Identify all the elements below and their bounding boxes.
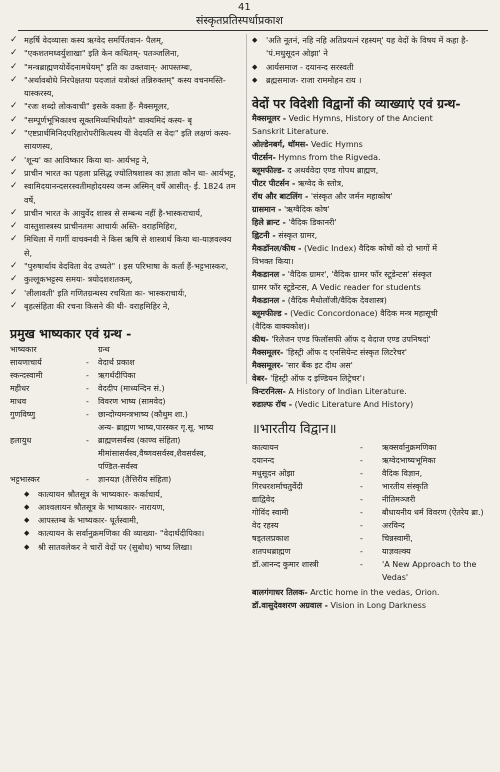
note-item xyxy=(10,541,240,554)
checkmark-icon: ✓ xyxy=(10,48,18,59)
left-column xyxy=(10,34,240,554)
scholar-name: कीथ- xyxy=(252,335,269,345)
author-cell: हलायुध xyxy=(10,435,32,445)
scholar-name: शतपथब्राह्मण xyxy=(252,546,291,556)
scholar-work: 'A New Approach to the xyxy=(382,559,477,569)
table-row xyxy=(252,268,492,281)
scholar-name: गोविंद स्वामी xyxy=(252,507,289,517)
list-item xyxy=(10,300,240,313)
scholar-work: अरविन्द xyxy=(382,520,405,530)
list-item-text: प्राचीन भारत के आयुर्वेद शास्त्र से सम्बन्ध नहीं है-भास्कराचार्य, xyxy=(24,207,203,218)
scholar-name: ह्विटनी - xyxy=(252,231,276,241)
scholar-name: रॉथ और बाटलिंग - xyxy=(252,192,309,202)
table-row xyxy=(252,558,492,571)
entry-cell xyxy=(252,320,492,333)
note-text: आपस्तम्ब के भाष्यकार- धूर्तस्वामी, xyxy=(38,515,139,526)
table-row xyxy=(10,382,240,395)
list-item xyxy=(10,180,240,207)
table-row xyxy=(10,408,240,421)
scholar-work: (वैदिक मैथोलॉजी/वैदिक देवशास्त्र) xyxy=(287,296,387,306)
scholar-work: 'वैदिक डिकानरी' xyxy=(288,218,337,228)
table-row xyxy=(252,242,492,255)
dash: - xyxy=(360,559,363,569)
author-cell: माधव xyxy=(10,396,27,406)
table-row xyxy=(252,229,492,242)
table-row xyxy=(10,460,240,473)
scholar-name: हिले ब्रान्ट - xyxy=(252,218,286,228)
list-item xyxy=(10,61,240,74)
list-item xyxy=(252,74,492,87)
dash: - xyxy=(360,468,363,478)
dash xyxy=(360,571,382,584)
entry-cell xyxy=(252,216,492,229)
dash xyxy=(86,447,98,460)
checkmark-icon: ✓ xyxy=(10,221,18,232)
list-item xyxy=(10,287,240,300)
list-item-text: "सम्पूर्णभूभिकाश्च सूक्तमिव्यभिधीयते" वाक्यमिदं कस्य- बृ xyxy=(24,114,193,125)
scholar-name: ओल्डेनबर्ग, थॉमस- xyxy=(252,140,309,150)
checkmark-icon: ✓ xyxy=(10,35,18,45)
entry-cell xyxy=(252,190,492,203)
table-row xyxy=(252,151,492,164)
work-cell: मीमांसासर्वस्व,वैष्णवसर्वस्व,शैवसर्वस्व, xyxy=(98,448,207,458)
commentators-table xyxy=(10,343,240,486)
entry-cell xyxy=(252,138,492,151)
checkmark-icon: ✓ xyxy=(10,101,18,112)
table-row xyxy=(252,346,492,359)
dash xyxy=(86,421,98,434)
work-cell: ज्ञानयज्ञ (तैत्तिरीय संहिता) xyxy=(98,474,172,484)
entry-cell xyxy=(252,229,492,242)
table-row xyxy=(252,125,492,138)
table-row xyxy=(10,356,240,369)
list-item xyxy=(10,273,240,286)
checkmark-icon: ✓ xyxy=(10,61,18,72)
note-item xyxy=(10,527,240,540)
bullet-icon: ◆ xyxy=(24,529,30,538)
work-cell: वेददीप (माध्यन्दिन सं.) xyxy=(98,383,165,393)
scholar-work: (वैदिक वाक्यकोश)। xyxy=(252,322,310,332)
scholar-work: 'संस्कृत और जर्मन महाकोष' xyxy=(310,192,393,202)
list-item-text: "एकशतमध्वर्युशाखा" इति केन कथितम्- पतञ्जलिना, xyxy=(24,48,180,59)
scholar-name: मैक्समूलर - xyxy=(252,114,287,124)
scholar-work: नीतिमञ्जरी xyxy=(382,494,416,504)
scholar-work: भारतीय संस्कृति xyxy=(382,481,429,491)
note-text: कात्यायन श्रौतसूत्र के भाष्यकार- कर्काचार्य, xyxy=(38,488,163,499)
entry-cell xyxy=(252,385,492,398)
scholar-work: बौधायनीय धर्म विवरण (ऐतरेय ब्रा.) xyxy=(382,507,484,517)
list-item xyxy=(10,34,240,47)
list-item-text: प्राचीन भारत का पहला प्रसिद्ध ज्योतिषशास्त्र का ज्ञाता कौन था- आर्यभट्ट, xyxy=(24,167,236,178)
table-row xyxy=(252,203,492,216)
scholar-work: 'ऋग्वैदिक कोष' xyxy=(283,205,330,215)
table-row xyxy=(252,320,492,333)
scholar-name: षड्तलप्रकाश xyxy=(252,533,290,543)
scholar-work: (Vedic Concordonace) वैदिक मन्त्र महासूची xyxy=(290,309,438,319)
list-item-text: स्वामिदयानन्दसरस्वतीमहोदयस्य जन्म अस्मिन् वर्षे आसीत्- ई. 1824 तम वर्षे, xyxy=(24,181,236,205)
dash: - xyxy=(86,357,89,367)
bullet-icon: ◆ xyxy=(24,489,30,498)
entry-cell xyxy=(252,125,492,138)
author-cell: सायणाचार्य xyxy=(10,357,42,367)
scholar-work: (Vedic Literature And History) xyxy=(294,400,414,410)
table-row xyxy=(252,177,492,190)
checkmark-icon: ✓ xyxy=(10,128,18,139)
entry-cell xyxy=(252,333,492,346)
scholar-name: ब्लूमफील्ड- xyxy=(252,166,285,176)
table-row xyxy=(252,372,492,385)
scholar-work: (Vedic Index) वैदिक कोषों को दो भागों में xyxy=(304,244,438,254)
scholar-work: Hymns from the Rigveda. xyxy=(278,153,381,163)
dash: - xyxy=(360,481,363,491)
scholar-name: डॉ.आनन्द कुमार शास्त्री xyxy=(252,559,319,569)
scholar-name: मैकडानल - xyxy=(252,296,286,306)
scholar-name: मैक्समूलर- xyxy=(252,348,284,358)
scholar-work: Vedic Hymns, History of the Ancient xyxy=(288,114,433,124)
scholar-work: ऋग्वेदभाष्यभूमिका xyxy=(382,455,436,465)
table-row xyxy=(252,398,492,411)
dash: - xyxy=(360,442,363,452)
entry-cell xyxy=(252,112,492,125)
list-item-text: आर्यसमाज - दयानन्द सरस्वती xyxy=(266,61,354,72)
checkmark-icon: ✓ xyxy=(10,300,18,311)
entry-cell xyxy=(252,599,492,612)
list-item-text: बृहत्संहिता की रचना किसने की थी- वराहमिहिर ने, xyxy=(24,300,170,311)
table-row xyxy=(10,434,240,447)
list-item-text: "रजः शब्दो लोकवाची" इसके वक्ता हैं- मैक्समूलर, xyxy=(24,101,170,112)
author-cell xyxy=(10,447,86,460)
list-item-text: ब्रह्मसमाज- राजा राममोहन राय । xyxy=(266,74,362,85)
scholar-work: विभक्त किया। xyxy=(252,257,294,267)
table-row xyxy=(252,467,492,480)
scholar-name: दयानन्द xyxy=(252,455,275,465)
dash: - xyxy=(360,455,363,465)
entry-cell xyxy=(252,359,492,372)
bullet-icon: ◆ xyxy=(252,62,258,71)
table-row xyxy=(252,545,492,558)
entry-cell xyxy=(252,268,492,281)
checkmark-icon: ✓ xyxy=(10,274,18,285)
list-item-text: "मन्त्रब्राह्मणयोर्वेदनामधेयम्" इति कः उक्तवान्- आपस्तम्बः, xyxy=(24,61,193,72)
table-row xyxy=(252,454,492,467)
scholar-work: Vedic Hymns xyxy=(311,140,363,150)
entry-cell xyxy=(252,586,492,599)
list-item xyxy=(10,233,240,260)
table-row xyxy=(252,138,492,151)
dash: - xyxy=(86,396,89,406)
scholar-name: वेद रहस्य xyxy=(252,520,279,530)
work-cell: विवरण भाष्य (सामवेद) xyxy=(98,396,166,406)
scholar-work: ऋक्सर्वानुक्रमणिका xyxy=(382,442,437,452)
list-item xyxy=(10,220,240,233)
bullet-icon: ◆ xyxy=(24,502,30,511)
work-cell: वेदार्थ प्रकाश xyxy=(98,357,135,367)
table-row xyxy=(252,571,492,584)
table-row xyxy=(252,480,492,493)
entry-cell xyxy=(252,255,492,268)
list-item xyxy=(10,74,240,101)
scholar-work: Arctic home in the vedas, Orion. xyxy=(310,587,440,597)
list-item-text: "अर्थावबोधे निरपेक्षतया पदजातं यत्रोक्तं तन्निरुक्तम्" कस्य वचनमस्ति- यास्करस्य, xyxy=(24,74,226,99)
author-cell xyxy=(10,421,86,434)
table-row xyxy=(252,255,492,268)
entry-cell xyxy=(252,203,492,216)
author-cell: महीधर xyxy=(10,383,30,393)
table-row xyxy=(252,493,492,506)
table-row xyxy=(10,473,240,486)
scholar-work: 'हिस्ट्री ऑफ द इण्डियन लिट्रेचर'। xyxy=(270,374,365,384)
entry-cell xyxy=(252,242,492,255)
list-item-text: 'शून्य' का आविष्कार किया था- आर्यभट्ट ने, xyxy=(24,154,149,165)
dash: - xyxy=(86,474,89,484)
scholar-work: वैदिक विज्ञान, xyxy=(382,468,423,478)
dash: - xyxy=(86,370,89,380)
scholar-name: मधुसूदन ओझा xyxy=(252,468,295,478)
dash: - xyxy=(360,546,363,556)
work-cell: ऋगर्थदीपिका xyxy=(98,370,136,380)
table-row xyxy=(252,385,492,398)
scholar-work: 'रिलेजन एण्ड फिलॉसफी ऑफ द वेदाज एण्ड उपनिषदां' xyxy=(271,335,431,345)
scholar-name: मैक्समूलर- xyxy=(252,361,284,371)
dash: - xyxy=(360,507,363,517)
list-item xyxy=(252,61,492,74)
scholar-name: बालगंगाधर तिलक- xyxy=(252,587,308,597)
bullet-icon: ◆ xyxy=(252,36,258,44)
table-row xyxy=(10,369,240,382)
list-item-text: मिथिला में गार्गी वाचक्नवी ने किस ऋषि से शास्त्रार्थ किया था-याज्ञवल्क्य से, xyxy=(24,234,232,258)
table-row xyxy=(252,359,492,372)
list-item xyxy=(10,47,240,60)
entry-cell xyxy=(252,372,492,385)
entry-cell xyxy=(252,164,492,177)
checkmark-icon: ✓ xyxy=(10,114,18,125)
note-item xyxy=(10,501,240,514)
indian-scholars-heading: ॥भारतीय विद्वान॥ xyxy=(252,422,337,438)
checkmark-icon: ✓ xyxy=(10,287,18,298)
list-item-text: वास्तुशास्त्रस्य प्राचीनतमः आचार्यः अस्ति- वराहमिहिरः, xyxy=(24,221,178,232)
entry-cell xyxy=(252,281,492,294)
list-item xyxy=(10,260,240,273)
right-column xyxy=(252,34,492,612)
list-item-text: "पुरुषार्थाय वेदविता वेद उच्यते" । इस परिभाषा के कर्ता हैं-भट्टभास्करः, xyxy=(24,261,229,272)
author-cell: स्कन्दस्वामी xyxy=(10,370,43,380)
list-item xyxy=(252,34,492,61)
scholar-name: डॉ.वासुदेवशरण अग्रवाल - xyxy=(252,600,328,610)
table-row xyxy=(252,519,492,532)
entry-cell xyxy=(252,151,492,164)
scholar-name: गिरधरशर्माचतुर्वेदी xyxy=(252,481,303,491)
scholar-work: ऋग्वेद के स्तोत्र, xyxy=(297,179,344,189)
list-item xyxy=(10,127,240,154)
scholar-work: चिन्नस्वामी, xyxy=(382,533,413,543)
dash xyxy=(86,460,98,473)
author-cell: गुणविष्णु xyxy=(10,409,36,419)
work-cell: अन्य- ब्राह्मण भाष्य,पारस्कर गृ.सू. भाष्य xyxy=(98,422,214,432)
note-text: श्री सातवलेकर ने चारों वेदों पर (सुबोध) भाष्य लिखा। xyxy=(38,541,193,552)
bullet-icon: ◆ xyxy=(24,542,30,551)
checkmark-icon: ✓ xyxy=(10,154,18,165)
note-text: कात्यायन के सर्वानुक्रमणिका की व्याख्या- "वेदार्थदीपिका। xyxy=(38,528,205,539)
commentator-notes xyxy=(10,488,240,554)
table-row xyxy=(10,447,240,460)
list-item-text: कुल्लूकभट्टस्य समयः- त्रयोदशशतकम्, xyxy=(24,274,133,285)
bullet-icon: ◆ xyxy=(24,516,30,525)
scholar-work: द अथर्ववेदा एण्ड गोपथ ब्राह्मण, xyxy=(287,166,379,176)
scholar-name: रुडाल्फ रॉथ - xyxy=(252,400,293,410)
page-number: 41 xyxy=(238,2,251,13)
scholar-work: 'सार बैंक इट दीथ अस' xyxy=(285,361,353,371)
header-rule xyxy=(18,30,488,31)
scholar-name: मैकडॉनल/कीथ - xyxy=(252,244,302,254)
scholar-name: द्याद्विवेद xyxy=(252,494,275,504)
scholar-work: ग्रामर फॉर स्टूडेन्टस, A Vedic reader for students xyxy=(252,283,421,293)
table-header-row xyxy=(10,343,240,356)
checkmark-icon: ✓ xyxy=(10,74,18,85)
list-item-text: 'लीलावती' इति गणितग्रन्थस्य रचयिता कः- भास्कराचार्यः, xyxy=(24,287,187,298)
column-divider xyxy=(246,34,247,384)
dash: - xyxy=(86,409,89,419)
foreign-scholars-table xyxy=(252,112,492,411)
running-title: संस्कृतप्रतिस्पर्धाप्रकाश xyxy=(196,14,283,27)
scholar-name xyxy=(252,571,360,584)
indian-scholars-table xyxy=(252,441,492,584)
dash: - xyxy=(360,494,363,504)
note-item xyxy=(10,514,240,527)
scholar-name: कात्यायन xyxy=(252,442,279,452)
table-row xyxy=(252,164,492,177)
scholar-name: पीटर्सन- xyxy=(252,153,276,163)
scholar-work: 'हिस्ट्री ऑफ द एनसियेन्ट संस्कृत लिटरेचर' xyxy=(285,348,408,358)
col-author-header: भाष्यकार xyxy=(10,344,37,354)
table-row xyxy=(10,395,240,408)
table-row xyxy=(252,599,492,612)
author-cell xyxy=(10,460,86,473)
scholar-work: 'वैदिक ग्रामर', 'वैदिक ग्रामर फॉर स्टूडेन्टस' संस्कृत xyxy=(287,270,432,280)
table-row xyxy=(252,441,492,454)
entry-cell xyxy=(252,294,492,307)
table-row xyxy=(252,333,492,346)
dash: - xyxy=(360,533,363,543)
col-work-header: ग्रन्थ xyxy=(98,344,110,354)
list-item-text: महर्षि वेदव्यासः कस्य ऋग्वेद समर्पितवान- पैलम्, xyxy=(24,35,164,45)
dash: - xyxy=(360,520,363,530)
note-item xyxy=(10,488,240,501)
list-item-text: "एष्टप्रार्थमिनिदपरिहारोपरीकित्यस्य येो वेदयति स वेदः" इति लक्षणं कस्य- सायणस्य, xyxy=(24,128,232,152)
bullet-icon: ◆ xyxy=(252,75,258,84)
scholar-work: Sanskrit Literature. xyxy=(252,127,329,137)
foreign-scholars-heading: वेदों पर विदेशी विद्वानों की व्याख्याएं एवं ग्रन्थ- xyxy=(252,96,461,112)
entry-cell xyxy=(252,346,492,359)
note-text: आश्वलायन श्रौतसूत्र के भाष्यकार- नारायण, xyxy=(38,501,165,512)
checkmark-icon: ✓ xyxy=(10,207,18,218)
right-bullet-list xyxy=(252,34,492,87)
work-cell: ब्राह्मणसर्वस्व (काण्व संहिता) xyxy=(98,435,181,445)
list-item xyxy=(10,114,240,127)
table-row xyxy=(10,421,240,434)
scholar-work: A History of Indian Literature. xyxy=(288,387,407,397)
checkmark-icon: ✓ xyxy=(10,234,18,245)
indian-scholars-extra xyxy=(252,586,492,612)
scholar-name: वेबर- xyxy=(252,374,268,384)
scholar-name: पीटर पीटर्सन - xyxy=(252,179,296,189)
scholar-name: मैकडानल - xyxy=(252,270,286,280)
scholar-name: विन्टरनित्स- xyxy=(252,387,286,397)
table-row xyxy=(252,307,492,320)
dash: - xyxy=(86,435,89,445)
scholar-work: Vision in Long Darkness xyxy=(330,600,426,610)
entry-cell xyxy=(252,307,492,320)
table-row xyxy=(252,190,492,203)
scholar-name: ब्लूमफील्ड - xyxy=(252,309,288,319)
scholar-work: Vedas' xyxy=(382,572,409,582)
table-row xyxy=(252,281,492,294)
scholar-work: संस्कृत ग्रामर, xyxy=(278,231,318,241)
checkmark-icon: ✓ xyxy=(10,167,18,178)
entry-cell xyxy=(252,398,492,411)
table-row xyxy=(252,586,492,599)
table-row xyxy=(252,294,492,307)
list-item xyxy=(10,207,240,220)
author-cell: भट्टभास्कर xyxy=(10,474,40,484)
commentators-heading: प्रमुख भाष्यकार एवं ग्रन्थ - xyxy=(10,326,132,342)
list-item xyxy=(10,167,240,180)
table-row xyxy=(252,506,492,519)
left-bullet-list xyxy=(10,34,240,313)
checkmark-icon: ✓ xyxy=(10,261,18,272)
checkmark-icon: ✓ xyxy=(10,181,18,192)
dash: - xyxy=(86,383,89,393)
scholar-name: ग्रासमान - xyxy=(252,205,282,215)
list-item-text: 'अति नूतनं, नहि नहि अतिप्रयत्नं रहस्यम्' यह वेदों के विषय में कहा है- 'पं.मधुसूदन ओझा' ने xyxy=(266,35,469,59)
work-cell: पण्डित-सर्वस्व xyxy=(98,461,138,471)
list-item xyxy=(10,100,240,113)
scholar-work: याज्ञवल्क्य xyxy=(382,546,411,556)
table-row xyxy=(252,216,492,229)
entry-cell xyxy=(252,177,492,190)
list-item xyxy=(10,154,240,167)
table-row xyxy=(252,112,492,125)
work-cell: छान्दोग्यमन्त्रभाष्य (कौथुम शा.) xyxy=(98,409,188,419)
table-row xyxy=(252,532,492,545)
